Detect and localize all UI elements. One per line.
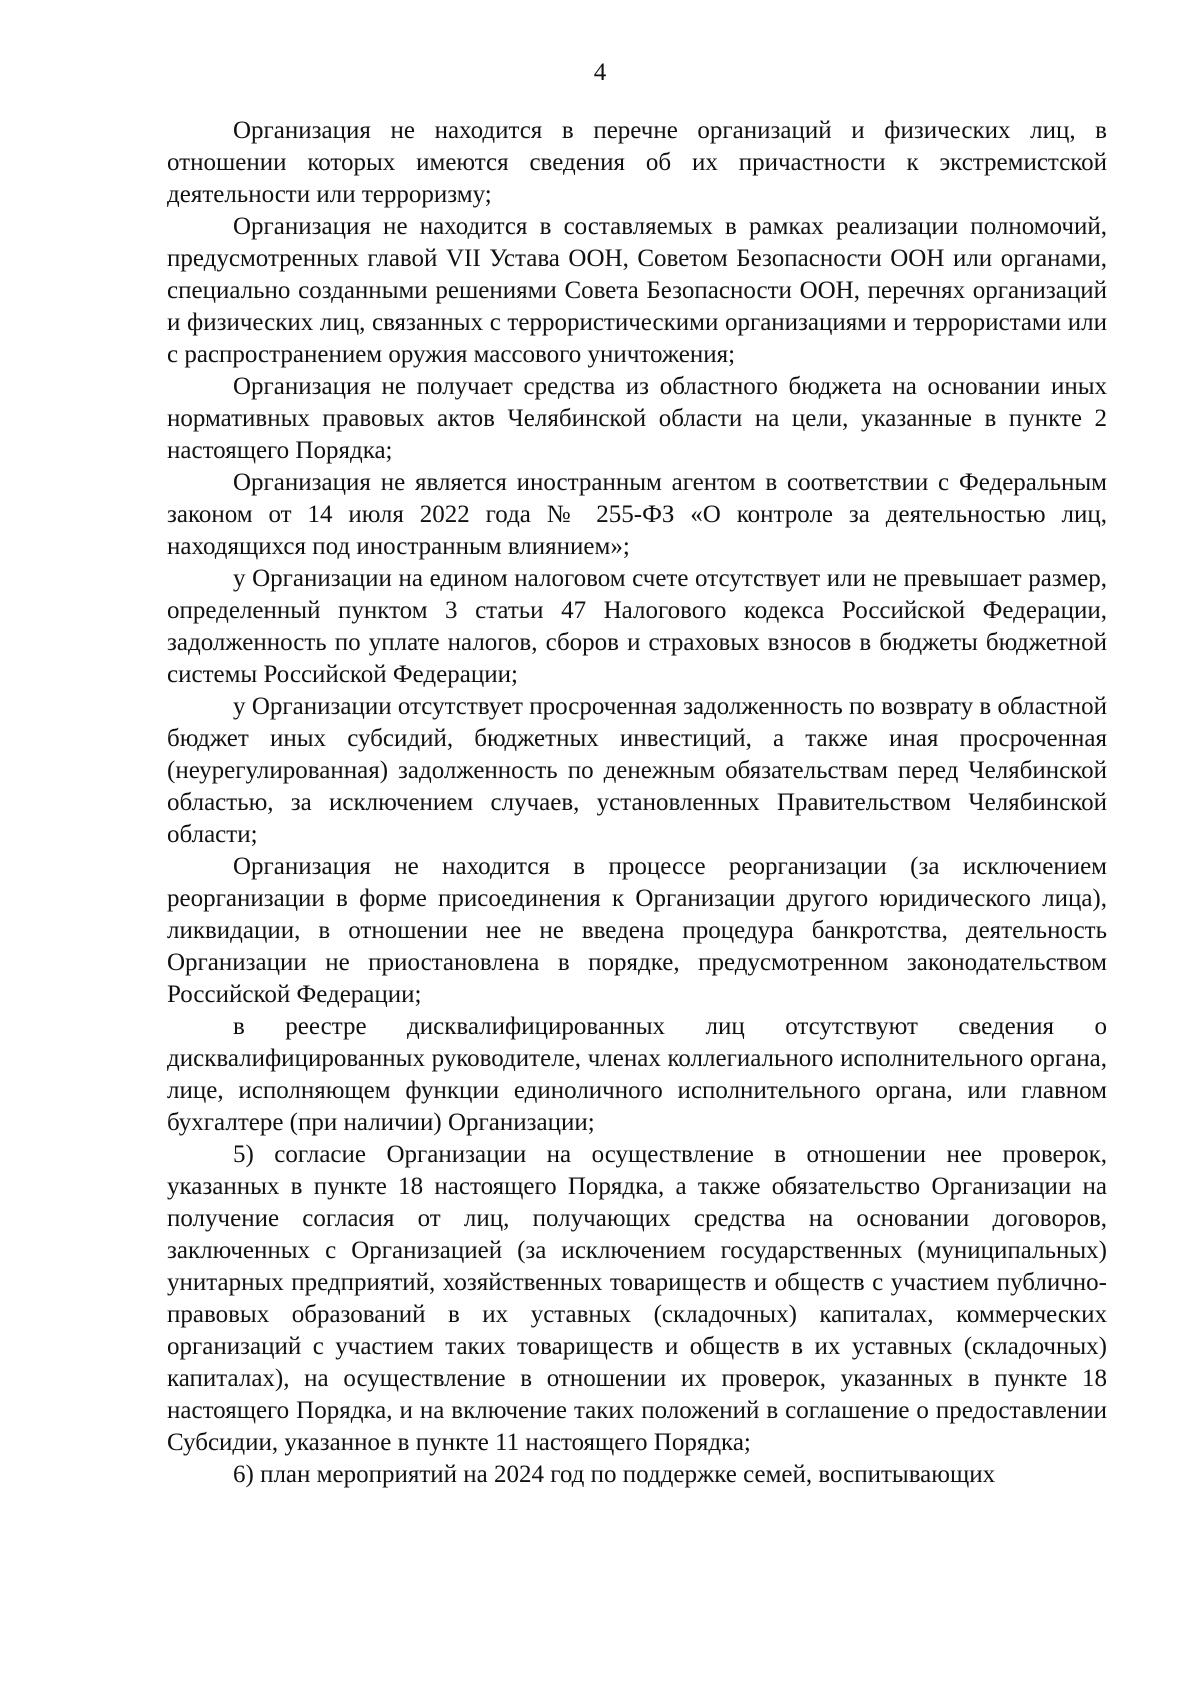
paragraph-overdue-debt: у Организации отсутствует просроченная задолженность по возврату в областной бюджет иных субсидий, бюджетных инвестиций, а также иная просроченная (неурегулированная) задолженность по денежным обязательствам перед Челябинской областью, за исключением случаев, установленных Правительством Челябинской области; — [167, 693, 1107, 848]
paragraph-reorganization: Организация не находится в процессе реорганизации (за исключением реорганизации в форме присоединения к Организации другого юридического лица), ликвидации, в отношении нее не введена процедура банкротства, деятельность Организации не приостановлена в порядке, предусмотренном законодательством Российской Федерации; — [167, 853, 1107, 1008]
paragraph-regional-budget: Организация не получает средства из областного бюджета на основании иных нормативных правовых актов Челябинской области на цели, указанные в пункте 2 настоящего Порядка; — [167, 373, 1107, 464]
paragraph-tax-debt: у Организации на едином налоговом счете отсутствует или не превышает размер, определенный пунктом 3 статьи 47 Налогового кодекса Российской Федерации, задолженность по уплате налогов, сборов и страховых взносов в бюджеты бюджетной системы Российской Федерации; — [167, 565, 1107, 688]
paragraph-item-6-plan: 6) план мероприятий на 2024 год по поддержке семей, воспитывающих — [233, 1461, 996, 1488]
page-number: 4 — [593, 59, 607, 86]
paragraph-extremism: Организация не находится в перечне организаций и физических лиц, в отношении которых имеются сведения об их причастности к экстремистской деятельности или терроризму; — [167, 117, 1107, 208]
paragraph-un-security-council: Организация не находится в составляемых в рамках реализации полномочий, предусмотренных главой VII Устава ООН, Советом Безопасности ООН или органами, специально созданными решениями Совета Безопасности ООН, перечнях организаций и физических лиц, связанных с террористическими организациями и террористами или с распространением оружия массового уничтожения; — [167, 213, 1107, 368]
paragraph-foreign-agent: Организация не является иностранным агентом в соответствии с Федеральным законом от 14 июля 2022 года № 255-ФЗ «О контроле за деятельностью лиц, находящихся под иностранным влиянием»; — [167, 469, 1107, 560]
document-body — [167, 115, 1107, 1491]
paragraph-disqualified-persons: в реестре дисквалифицированных лиц отсутствуют сведения о дисквалифицированных руководителе, членах коллегиального исполнительного органа, лице, исполняющем функции единоличного исполнительного органа, или главном бухгалтере (при наличии) Организации; — [167, 1013, 1107, 1136]
paragraph-item-5-consent: 5) согласие Организации на осуществление в отношении нее проверок, указанных в пункте 18 настоящего Порядка, а также обязательство Организации на получение согласия от лиц, получающих средства на основании договоров, заключенных с Организацией (за исключением государственных (муниципальных) унитарных предприятий, хозяйственных товариществ и обществ с участием публично-правовых образований в их уставных (складочных) капиталах, коммерческих организаций с участием таких товариществ и обществ в их уставных (складочных) капиталах), на осуществление в отношении их проверок, указанных в пункте 18 настоящего Порядка, и на включение таких положений в соглашение о предоставлении Субсидии, указанное в пункте 11 настоящего Порядка; — [167, 1141, 1107, 1456]
